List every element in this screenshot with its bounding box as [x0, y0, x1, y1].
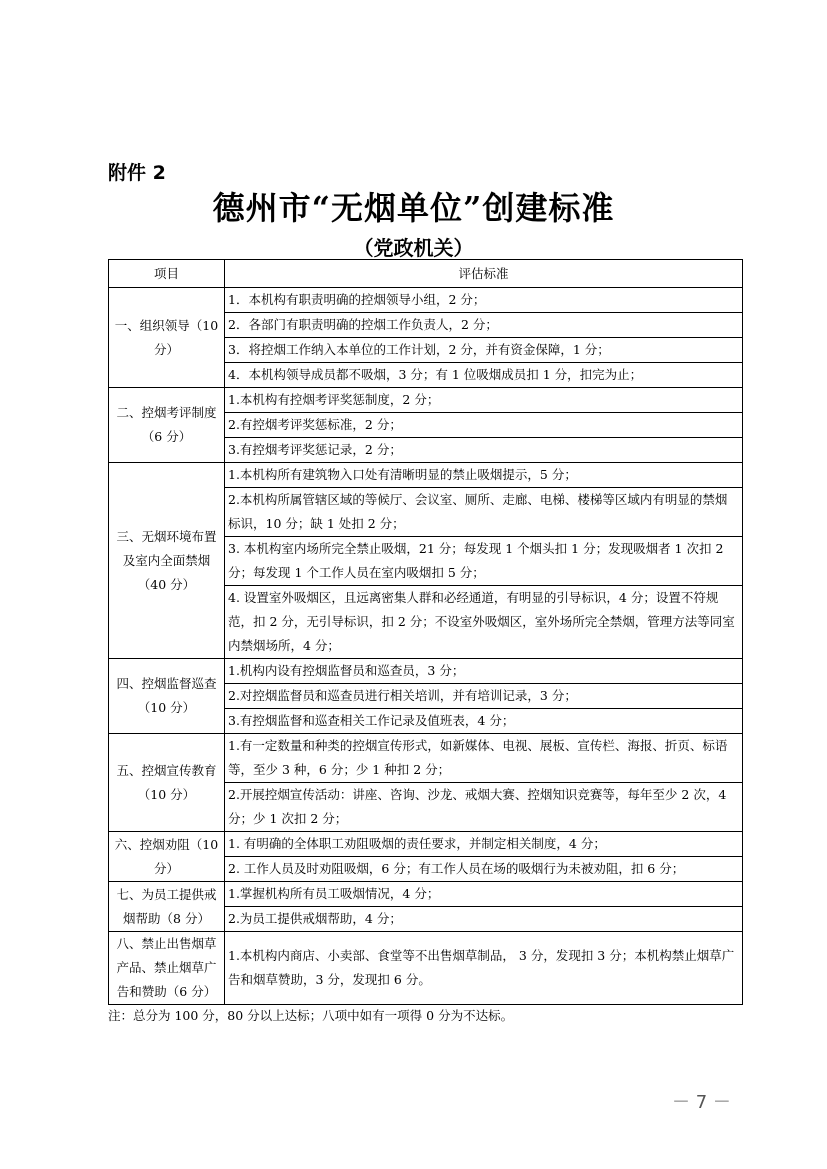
item-cell: 一、组织领导（10 分） [109, 288, 225, 388]
criteria-cell: 1.本机构有控烟考评奖惩制度，2 分； [225, 388, 743, 413]
table-row [109, 388, 743, 413]
criteria-cell: 1.本机构内商店、小卖部、食堂等不出售烟草制品， 3 分，发现扣 3 分；本机构禁止烟草广告和烟草赞助，3 分，发现扣 6 分。 [225, 932, 743, 1005]
item-cell: 八、禁止出售烟草产品、禁止烟草广告和赞助（6 分） [109, 932, 225, 1005]
criteria-cell: 3．将控烟工作纳入本单位的工作计划，2 分，并有资金保障，1 分； [225, 338, 743, 363]
item-cell: 二、控烟考评制度（6 分） [109, 388, 225, 463]
item-cell: 三、无烟环境布置及室内全面禁烟（40 分） [109, 463, 225, 659]
standards-table [108, 259, 743, 1005]
criteria-cell: 1. 有明确的全体职工劝阻吸烟的责任要求，并制定相关制度，4 分； [225, 832, 743, 857]
criteria-cell: 1.掌握机构所有员工吸烟情况，4 分； [225, 882, 743, 907]
criteria-cell: 1.机构内设有控烟监督员和巡查员，3 分； [225, 659, 743, 684]
document-title: 德州市“无烟单位”创建标准 [212, 189, 615, 227]
table-row [109, 659, 743, 684]
item-cell: 六、控烟劝阻（10分） [109, 832, 225, 882]
criteria-cell: 2. 工作人员及时劝阻吸烟，6 分；有工作人员在场的吸烟行为未被劝阻，扣 6 分； [225, 857, 743, 882]
table-row [109, 932, 743, 1005]
criteria-cell: 4．本机构领导成员都不吸烟，3 分；有 1 位吸烟成员扣 1 分，扣完为止； [225, 363, 743, 388]
header-item: 项目 [109, 260, 225, 288]
criteria-cell: 2．各部门有职责明确的控烟工作负责人，2 分； [225, 313, 743, 338]
table-row [109, 463, 743, 488]
header-criteria: 评估标准 [225, 260, 743, 288]
criteria-cell: 2.本机构所属管辖区域的等候厅、会议室、厕所、走廊、电梯、楼梯等区域内有明显的禁烟标识，10 分；缺 1 处扣 2 分； [225, 488, 743, 537]
item-cell: 七、为员工提供戒烟帮助（8 分） [109, 882, 225, 932]
criteria-cell: 3.有控烟监督和巡查相关工作记录及值班表，4 分； [225, 709, 743, 734]
table-row [109, 734, 743, 783]
criteria-cell: 3. 本机构室内场所完全禁止吸烟，21 分；每发现 1 个烟头扣 1 分；发现吸烟者 1 次扣 2 分；每发现 1 个工作人员在室内吸烟扣 5 分； [225, 537, 743, 586]
criteria-cell: 1.本机构所有建筑物入口处有清晰明显的禁止吸烟提示，5 分； [225, 463, 743, 488]
table-row [109, 882, 743, 907]
table-row [109, 288, 743, 313]
attachment-label: 附件 2 [108, 162, 166, 184]
criteria-cell: 2.为员工提供戒烟帮助，4 分； [225, 907, 743, 932]
item-cell: 四、控烟监督巡查（10 分） [109, 659, 225, 734]
criteria-cell: 3.有控烟考评奖惩记录，2 分； [225, 438, 743, 463]
item-cell: 五、控烟宣传教育（10 分） [109, 734, 225, 832]
criteria-cell: 4. 设置室外吸烟区，且远离密集人群和必经通道，有明显的引导标识，4 分；设置不符规范，扣 2 分，无引导标识，扣 2 分；不设室外吸烟区，室外场所完全禁烟，管理方法等同室内禁烟场所，4 分； [225, 586, 743, 659]
criteria-cell: 1.有一定数量和种类的控烟宣传形式，如新媒体、电视、展板、宣传栏、海报、折页、标语等，至少 3 种，6 分；少 1 种扣 2 分； [225, 734, 743, 783]
page-number: － 7 － [672, 1092, 731, 1113]
criteria-cell: 2.开展控烟宣传活动：讲座、咨询、沙龙、戒烟大赛、控烟知识竞赛等，每年至少 2 次，4 分；少 1 次扣 2 分； [225, 783, 743, 832]
criteria-cell: 1．本机构有职责明确的控烟领导小组，2 分； [225, 288, 743, 313]
footnote: 注：总分为 100 分，80 分以上达标；八项中如有一项得 0 分为不达标。 [108, 1008, 514, 1023]
table-header-row [109, 260, 743, 288]
document-subtitle: （党政机关） [353, 236, 474, 260]
criteria-cell: 2.有控烟考评奖惩标准，2 分； [225, 413, 743, 438]
criteria-cell: 2.对控烟监督员和巡查员进行相关培训，并有培训记录，3 分； [225, 684, 743, 709]
table-row [109, 832, 743, 857]
